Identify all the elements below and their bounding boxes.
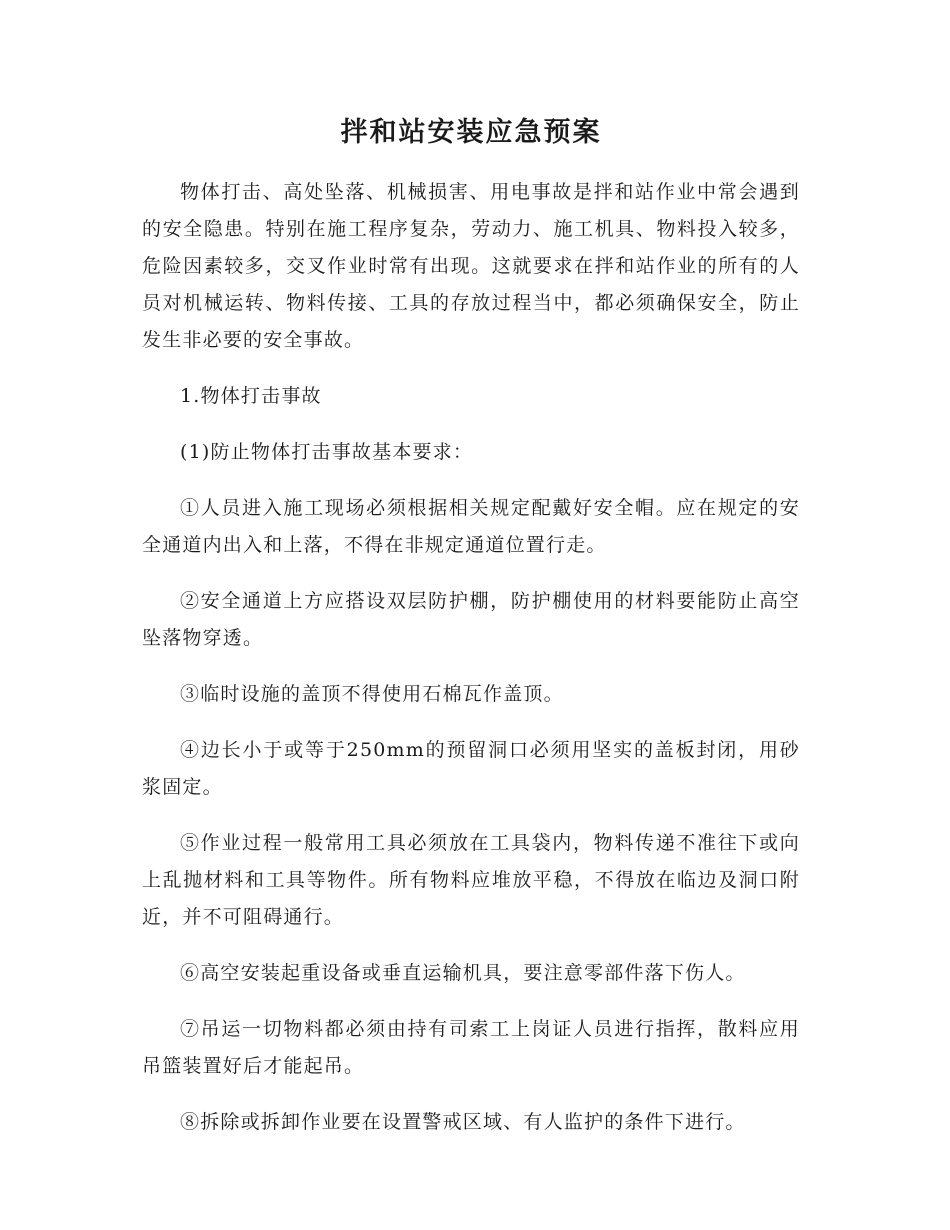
list-item-7: ⑦吊运一切物料都必须由持有司索工上岗证人员进行指挥，散料应用吊篮装置好后才能起吊。 — [142, 1018, 800, 1077]
subsection-heading-1-1: (1)防止物体打击事故基本要求： — [180, 441, 474, 463]
list-item-4: ④边长小于或等于250mm的预留洞口必须用坚实的盖板封闭，用砂浆固定。 — [142, 739, 800, 798]
list-item-3: ③临时设施的盖顶不得使用石棉瓦作盖顶。 — [180, 683, 564, 705]
list-item-5: ⑤作业过程一般常用工具必须放在工具袋内，物料传递不准往下或向上乱抛材料和工具等物件。所有物料应堆放平稳，不得放在临边及洞口附近，并不可阻碍通行。 — [142, 832, 800, 928]
intro-paragraph: 物体打击、高处坠落、机械损害、用电事故是拌和站作业中常会遇到的安全隐患。特别在施工程序复杂，劳动力、施工机具、物料投入较多，危险因素较多，交叉作业时常有出现。这就要求在拌和站作业的所有的人员对机械运转、物料传接、工具的存放过程当中，都必须确保安全，防止发生非必要的安全事故。 — [142, 181, 800, 351]
list-item-1: ①人员进入施工现场必须根据相关规定配戴好安全帽。应在规定的安全通道内出入和上落，不得在非规定通道位置行走。 — [142, 497, 800, 556]
list-item-2: ②安全通道上方应搭设双层防护棚，防护棚使用的材料要能防止高空坠落物穿透。 — [142, 590, 800, 649]
document-title: 拌和站安装应急预案 — [340, 117, 602, 148]
list-item-8: ⑧拆除或拆卸作业要在设置警戒区域、有人监护的条件下进行。 — [180, 1111, 746, 1133]
list-item-6: ⑥高空安装起重设备或垂直运输机具，要注意零部件落下伤人。 — [180, 962, 746, 984]
section-heading-1: 1.物体打击事故 — [180, 385, 322, 407]
